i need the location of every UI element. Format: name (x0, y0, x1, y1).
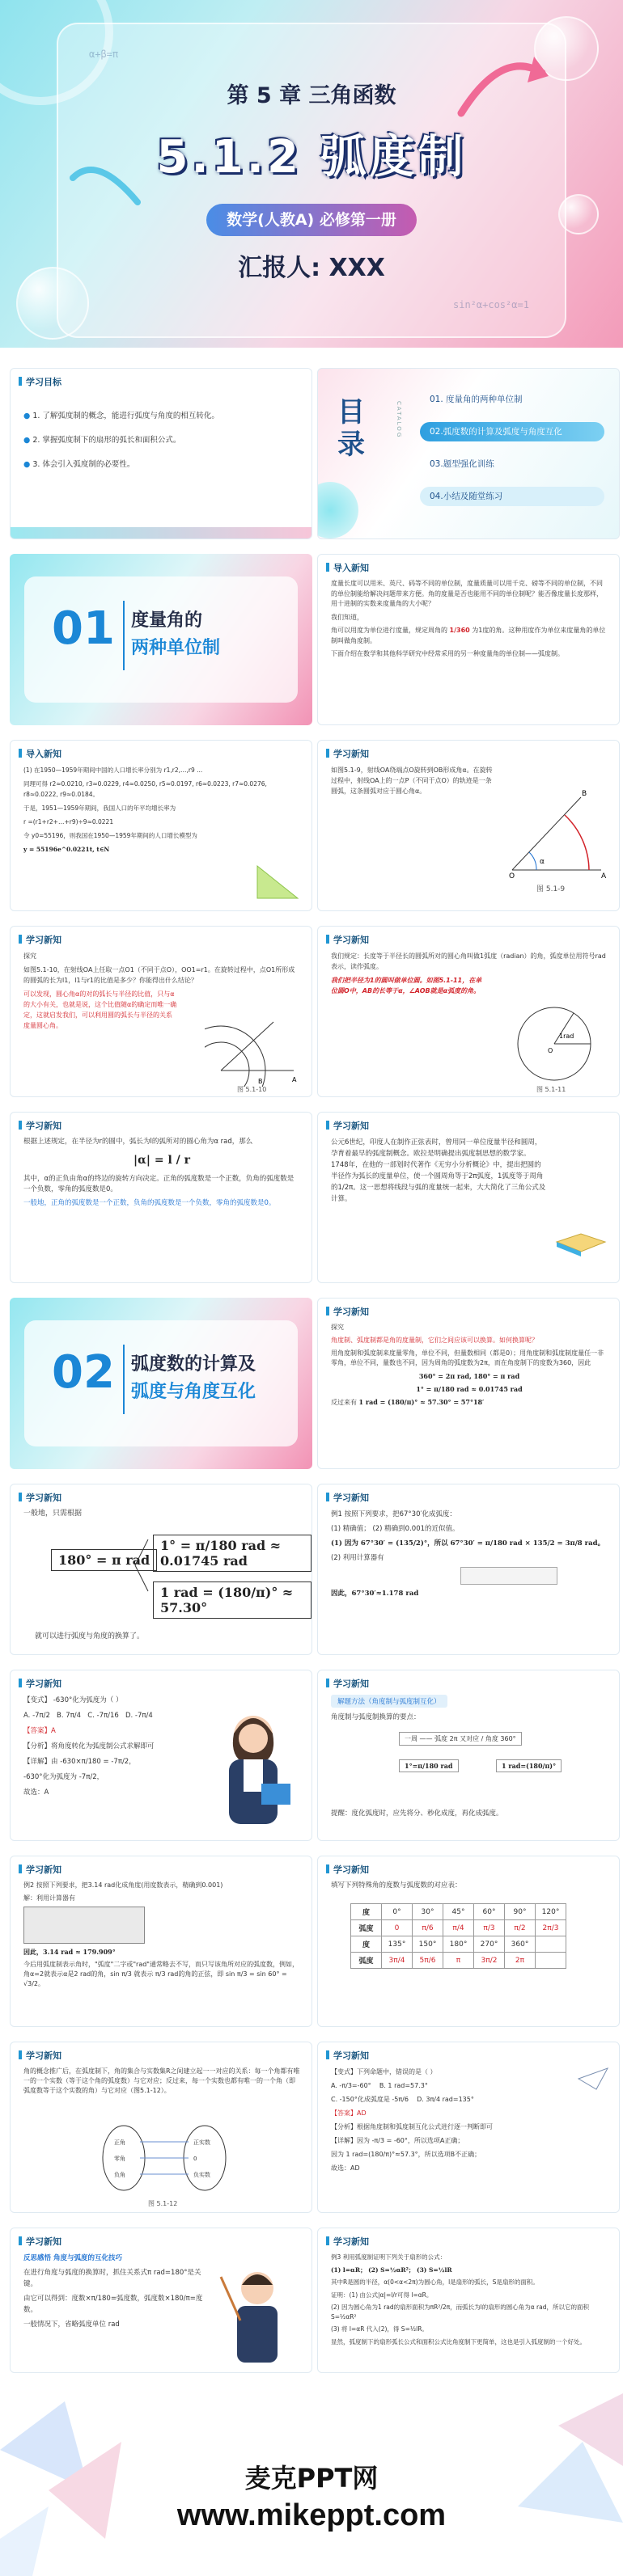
figure-5-1-11 (506, 999, 603, 1088)
formula-key: 180° = π rad (51, 1549, 157, 1571)
svg-text:A: A (601, 872, 607, 878)
slide-body: (1) 在1950—1959年期间中国的人口增长率分别为 r1,r2,…,r9 ... 同理可得 r2≈0.0210, r3≈0.0229, r4≈0.0250, r5≈0.0197, r6≈0.0223, r7≈0.0276, r8≈0.0222, r9≈0.0184。 于是，1951—1959年期间，我国人口的年平均增长率为 r =(r1+r2+…+r9)÷9≈0.0221 令 y0=55196，则我国在1950—1959年期间的人口增长模型为 y = 55196e^0.0221t, t∈N (23, 766, 267, 853)
calculator-keys (23, 1907, 145, 1944)
slide-header: 导入新知 (326, 561, 369, 574)
toc-item-2[interactable]: 02.弧度数的计算及弧度与角度互化 (420, 422, 604, 441)
option-c[interactable]: C. -7π/16 (87, 1712, 119, 1720)
calculator-screen (460, 1567, 557, 1585)
slide-variant1 (10, 1670, 312, 1841)
section-number: 01 (52, 602, 115, 655)
brand-name: 麦克PPT网 (244, 2463, 379, 2494)
slide-body: 例3 利用弧度制证明下列关于扇形的公式： (1) l=αR； (2) S=½αR²； (3) S=½lR 其中R是圆的半径，α(0<α<2π)为圆心角，l是扇形的弧长，S是扇形的面积。 证明：(1) 由公式|α|=l/r可得 l=αR。 (2) 因为圆心角为1 rad的扇形面积为πR²/2π，而弧长为l的扇形的圆心角为α rad，所以它的面积 S=½αR² (3) 将 l=αR 代入(2)，得 S=½lR。 显然，弧度制下的扇形弧长公式和面积公式比角度制下更简单，这也是引入弧度制的一个好处。 (331, 2253, 590, 2346)
slide-header: 学习新知 (19, 1119, 61, 1132)
slide-header: 学习新知 (326, 1305, 369, 1318)
slide-sector (317, 2228, 620, 2373)
rule-box: 1°=π/180 rad (399, 1759, 459, 1772)
section-1-slide (10, 554, 312, 725)
paper-plane-icon (577, 2067, 609, 2091)
goal-item: 1. 了解弧度制的概念，能进行弧度与角度的相互转化。 (32, 412, 219, 420)
slide-body: 探究 如图5.1-10，在射线OA上任取一点O1（不同于点O），OO1=r1。在旋转过程中，点O1所形成的圆弧的长为l1，l1与r1的比值是多少？你能得出什么结论？ 可以发现，圆心角α的对的弧长与半径的比值，只与α的大小有关，也就是说，这个比值随α的确定而唯一确定，这就启发我们，可以利用圆的弧长与半径的关系度量圆心角。 (23, 952, 295, 1029)
slide-header: 学习新知 (326, 1863, 369, 1876)
toc-subtitle: CATALOG (396, 401, 402, 439)
slide-circle1 (317, 740, 620, 911)
book-icon (553, 1210, 609, 1258)
brand-url[interactable]: www.mikeppt.com (176, 2498, 447, 2532)
slide-radian-definition (317, 926, 620, 1097)
slide-header: 学习目标 (19, 375, 61, 388)
slide-body: 根据上述规定，在半径为r的圆中，弧长为l的弧所对的圆心角为α rad，那么 |α| = l / r 其中，α的正负由角α的终边的旋转方向决定。正角的弧度数是一个正数，负角的弧度数是一个负数，零角的弧度数是0。 一般地，正角的弧度数是一个正数，负角的弧度数是一个负数，零角的弧度数是0。 (23, 1137, 300, 1212)
goal-item: 2. 掌握弧度制下的扇形的弧长和面积公式。 (32, 436, 181, 445)
slide-body: 【变式】下列命题中，错误的是（ ） A. -π/3=-60° B. 1 rad=57.3° C. -150°化成弧度是 -5π/6 D. 3π/4 rad=135° 【答案】AD 【分析】根据角度制和弧度制互化公式进行逐一判断即可 【详解】因为 -π/3 = -60°，所以选项A正确； 因为 1 rad=(180/π)°≈57.3°，所以选项B不正确； 故选：AD (331, 2068, 493, 2172)
decor-formula: α+β=π (89, 49, 119, 60)
ruler-icon (253, 862, 302, 902)
slide-header: 学习新知 (326, 2049, 369, 2062)
toc-title: 目录 (337, 396, 365, 461)
method-tail: 提醒：度化弧度时，应先将分、秒化成度，再化成弧度。 (331, 1810, 503, 1818)
slide-intro2 (10, 740, 312, 911)
svg-text:B: B (258, 1078, 263, 1085)
slide-header: 导入新知 (19, 747, 61, 760)
slide-abs-alpha (10, 1112, 312, 1283)
formula-b: 1 rad = (180/π)° ≈ 57.30° (153, 1581, 312, 1619)
toc-item-4[interactable]: 04.小结及随堂练习 (420, 487, 604, 506)
slide-header: 学习新知 (19, 1677, 61, 1690)
slide-header: 学习新知 (326, 1677, 369, 1690)
mapping-left: 正角 零角 负角 (114, 2139, 125, 2178)
divider (123, 601, 125, 670)
goal-item: 3. 体会引入弧度制的必要性。 (32, 460, 135, 469)
option-b[interactable]: B. 1 rad=57.3° (379, 2082, 428, 2089)
figure-caption: 图 5.1-12 (148, 2200, 178, 2207)
slide-mapping (10, 2042, 312, 2213)
option-b[interactable]: B. 7π/4 (57, 1712, 82, 1720)
option-d[interactable]: D. 3π/4 rad=135° (417, 2096, 474, 2103)
slide-header: 学习新知 (19, 1863, 61, 1876)
slide-intro (317, 554, 620, 725)
slide-calc (10, 1856, 312, 2027)
toc-item-3[interactable]: 03.题型强化训练 (430, 459, 494, 469)
rule-box: 1 rad=(180/π)° (496, 1759, 562, 1772)
slide-header: 学习新知 (19, 2049, 61, 2062)
slide-body: 例2 按照下列要求，把3.14 rad化成角度(用度数表示，精确到0.001) 解：利用计算器有 因此，3.14 rad ≈ 179.909° 今后用弧度制表示角时，"弧度"二字或"rad"通常略去不写，而只写该角所对应的弧度数，例如，角α=2就表示α是2 rad的角，sin π/3 就表示 π/3 rad的角的正弦，即 sin π/3 = sin 60° = √3/2。 (23, 1881, 299, 1987)
slide-explore (10, 926, 312, 1097)
slide-body: 度量长度可以用米、英尺、码等不同的单位制，度量质量可以用千克、磅等不同的单位制，不同的单位制能给解决问题带来方便。角的度量是否也能用不同的单位制呢？能否像度量长度那样，用十进制的实数来度量角的大小呢？ 我们知道， 角可以用度为单位进行度量，规定周角的 1/360 为1度的角。这种用度作为单位来度量角的单位制叫做角度制。 下面介绍在数学和其他科学研究中经常采用的另一种度量角的单位制——弧度制。 (331, 580, 606, 657)
slide-body: 角度制与弧度制换算的要点： (331, 1713, 421, 1721)
formula: |α| = l / r (134, 1154, 190, 1167)
brace-icon (132, 1533, 151, 1598)
slide-header: 学习新知 (326, 2235, 369, 2248)
slide-body: 如图5.1-9，射线OA绕端点O旋转到OB形成角α。在旋转过程中，射线OA上的一点P（不同于点O）的轨迹是一条圆弧，这条圆弧对应于圆心角α。 (331, 766, 493, 795)
svg-text:B: B (582, 790, 587, 798)
slide-practice (317, 2042, 620, 2213)
slide-reflection (10, 2228, 312, 2373)
section-title: 弧度数的计算及 弧度与角度互化 (131, 1354, 256, 1402)
figure-5-1-9 (504, 773, 609, 878)
slide-body: 填写下列特殊角的度数与弧度数的对应表： (331, 1881, 462, 1890)
slide-body: 探究 角度制、弧度制都是角的度量制，它们之间应该可以换算。如何换算呢？ 用角度制和弧度制来度量零角，单位不同，但量数相同（都是0）；用角度制和弧度制度量任一非零角，单位不同，量数也不同，因为周角的弧度数为2π，而在角度制下的度数为360，因此 360° = 2π rad, 180° = π rad 1° = π/180 rad ≈ 0.01745 rad 反过来有 1 rad = (180/π)° ≈ 57.30° = 57°18′ (331, 1324, 604, 1406)
teacher-illustration (205, 1703, 302, 1840)
section-title: 度量角的 两种单位制 (131, 610, 221, 658)
section-2-slide (10, 1298, 312, 1469)
goals-list: ● 1. 了解弧度制的概念，能进行弧度与角度的相互转化。 ● 2. 掌握弧度制下的扇形的弧长和面积公式。 ● 3. 体会引入弧度制的必要性。 (23, 412, 219, 469)
slide-body: 一般地，只需根据 (23, 1510, 83, 1518)
decor (317, 482, 358, 538)
slide-header: 学习新知 (326, 1491, 369, 1504)
figure-5-1-10 (205, 1006, 302, 1087)
slide-history (317, 1112, 620, 1283)
slide-header: 学习新知 (19, 2235, 61, 2248)
slide-header: 学习新知 (326, 1119, 369, 1132)
teacher-pointer-illustration (213, 2261, 302, 2373)
slide-body: 角的概念推广后，在弧度制下，角的集合与实数集R之间建立起一一对应的关系：每一个角都有唯一的一个实数（等于这个角的弧度数）与它对应；反过来，每一个实数也都有唯一的一个角（即弧度数等于这个实数的角）与它对应（图5.1-12）。 (23, 2067, 300, 2094)
option-c[interactable]: C. -150°化成弧度是 -5π/6 (331, 2096, 409, 2103)
rule-box: 一周 —— 弧度 2π 又对应 / 角度 360° (399, 1732, 522, 1746)
slide-header: 学习新知 (326, 933, 369, 946)
reporter: 汇报人: XXX (238, 254, 385, 282)
cover-slide (0, 0, 623, 348)
chapter-title: 第 5 章 三角函数 (227, 83, 396, 108)
slide-example1 (317, 1484, 620, 1655)
toc-item-1[interactable]: 01. 度量角的两种单位制 (430, 395, 523, 404)
slide-body: 我们规定：长度等于半径长的圆弧所对的圆心角叫做1弧度（radian）的角，弧度单位用符号rad表示，读作弧度。 我们把半径为1的圆叫做单位圆。如图5.1-11，在单位圆O中，AB的长等于α，∠AOB就是α弧度的角。 (331, 952, 606, 995)
slide-table (317, 1856, 620, 2027)
slide-body: 反思感悟 角度与弧度的互化技巧 在进行角度与弧度的换算时，抓住关系式π rad=180°是关键。 由它可以得到：度数×π/180=弧度数，弧度数×180/π=度数。 一般情况下，省略弧度单位 rad (23, 2254, 203, 2329)
slide-body: 公元6世纪，印度人在制作正弦表时，曾用同一单位度量半径和圆周，孕育着最早的弧度制概念。欧拉是明确提出弧度制思想的数学家。1748年，在他的一部划时代著作《无穷小分析概论》中，提出把圆的半径作为弧长的度量单位，使一个圆周角等于2π弧度，1弧度等于周角的1/2π。这一思想将线段与弧的度量统一起来，大大简化了三角公式及计算。 (331, 1138, 546, 1203)
decor-strip (11, 527, 312, 538)
slide-convert (317, 1298, 620, 1469)
slide-header: 学习新知 (19, 1491, 61, 1504)
slide-summary (10, 1484, 312, 1655)
svg-text:O: O (509, 872, 515, 878)
book-badge: 数学(人教A) 必修第一册 (206, 204, 417, 236)
option-a[interactable]: A. -7π/2 (23, 1712, 50, 1720)
slide-toc (317, 368, 620, 539)
figure-caption: 图 5.1-9 (536, 885, 566, 893)
lesson-title: 5.1.2 弧度制 (156, 131, 467, 184)
angle-table: 度 0° 30° 45° 60° 90° 120° 弧度 0 π/6 π/4 π/3 π/2 2π/3 度 135° 150° 180° 270° 360° 弧度 3π/4 5π/6 π 3π/2 2π (350, 1903, 566, 1969)
svg-text:1rad: 1rad (559, 1033, 574, 1040)
method-tag: 解题方法（角度制与弧度制互化） (331, 1695, 447, 1708)
figure-caption: 图 5.1-11 (536, 1086, 566, 1093)
decor-formula: sin²α+cos²α=1 (453, 299, 529, 310)
slide-header: 学习新知 (326, 747, 369, 760)
divider (123, 1345, 125, 1414)
section-number: 02 (52, 1346, 115, 1399)
option-d[interactable]: D. -7π/4 (125, 1712, 153, 1720)
svg-text:A: A (292, 1076, 297, 1083)
slide-goals (10, 368, 312, 539)
svg-text:α: α (540, 858, 545, 866)
slide-method (317, 1670, 620, 1841)
slide-body: 例1 按照下列要求，把67°30′化成弧度： (1) 精确值； (2) 精确到0.001的近似值。 (1) 因为 67°30′ = (135/2)°，所以 67°30′ = π/180 rad × 135/2 = 3π/8 rad。 (2) 利用计算器有 因此，67°30′≈1.178 rad (331, 1510, 605, 1598)
mapping-right: 正实数 0 负实数 (193, 2139, 210, 2178)
slide-body: 【变式】 -630°化为弧度为（ ） A. -7π/2 B. 7π/4 C. -7π/16 D. -7π/4 【答案】A 【分析】将角度转化为弧度制公式求解即可 【详解】由 -630×π/180 = -7π/2， -630°化为弧度为 -7π/2， 故选：A (23, 1696, 155, 1797)
svg-text:O: O (548, 1047, 553, 1054)
summary-tail: 就可以进行弧度与角度的换算了。 (35, 1632, 145, 1641)
option-a[interactable]: A. -π/3=-60° (331, 2082, 371, 2089)
slide-header: 学习新知 (19, 933, 61, 946)
formula-a: 1° = π/180 rad ≈ 0.01745 rad (153, 1535, 312, 1572)
figure-caption: 图 5.1-10 (237, 1086, 267, 1093)
